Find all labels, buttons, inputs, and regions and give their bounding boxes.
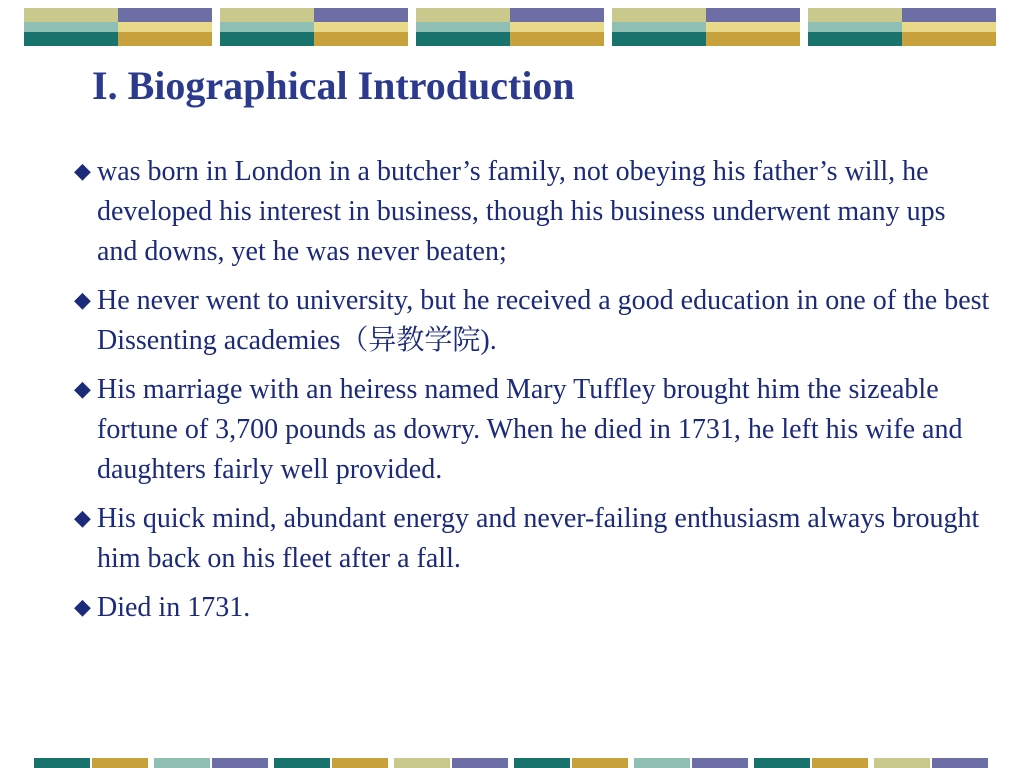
band-tile [612, 8, 800, 46]
bullet-text: Died in 1731. [97, 592, 251, 623]
bottom-decorative-band [34, 758, 990, 768]
band-tile [808, 8, 996, 46]
slide-title: I. Biographical Introduction [92, 63, 575, 108]
diamond-bullet-icon: ◆ [74, 377, 91, 402]
bullet-text: His quick mind, abundant energy and never-failing enthusiasm always brought him back on his fleet after a fall. [97, 503, 980, 574]
bullet-item [74, 370, 990, 490]
bullet-text: His marriage with an heiress named Mary Tuffley brought him the sizeable fortune of 3,700 pounds as dowry. When he died in 1731, he left his wife and daughters fairly well provided. [97, 374, 963, 485]
bullet-item [74, 588, 990, 628]
diamond-bullet-icon: ◆ [74, 159, 91, 184]
diamond-bullet-icon: ◆ [74, 506, 91, 531]
bullet-item [74, 152, 990, 272]
bullet-text: He never went to university, but he received a good education in one of the best Dissenting academies（异教学院). [97, 285, 990, 356]
bullet-item [74, 281, 990, 361]
bullet-list [74, 152, 990, 637]
diamond-bullet-icon: ◆ [74, 595, 91, 620]
band-tile [416, 8, 604, 46]
bullet-text: was born in London in a butcher’s family, not obeying his father’s will, he developed his interest in business, though his business underwent many ups and downs, yet he was never beaten; [97, 156, 946, 267]
band-tile [24, 8, 212, 46]
band-tile [220, 8, 408, 46]
top-decorative-band [24, 8, 1000, 46]
bullet-item [74, 499, 990, 579]
diamond-bullet-icon: ◆ [74, 288, 91, 313]
